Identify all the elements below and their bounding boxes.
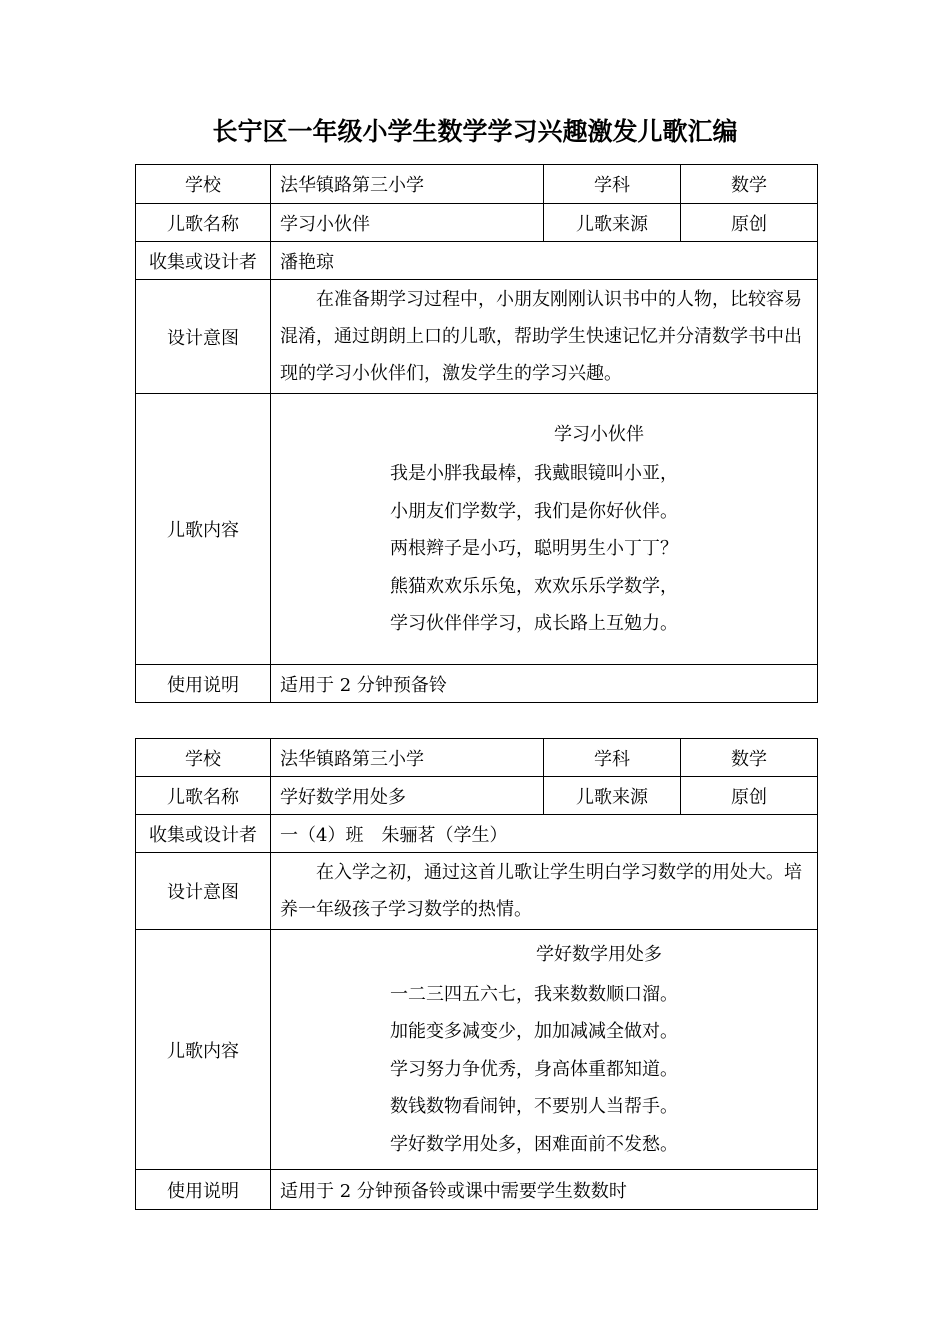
song-content-label: 儿歌内容 xyxy=(136,930,271,1170)
designer-label: 收集或设计者 xyxy=(136,242,271,280)
poem-title: 学好数学用处多 xyxy=(536,944,662,965)
song-name-label: 儿歌名称 xyxy=(136,777,271,815)
song-table-1 xyxy=(135,164,818,703)
usage-note-label: 使用说明 xyxy=(136,1170,271,1210)
usage-note-label: 使用说明 xyxy=(136,665,271,703)
design-intent-label: 设计意图 xyxy=(136,280,271,394)
song-content-label: 儿歌内容 xyxy=(136,394,271,665)
designer-value: 一（4）班 朱骊茗（学生） xyxy=(271,815,818,853)
song-content-cell xyxy=(271,930,818,1170)
subject-value: 数学 xyxy=(681,165,818,204)
poem xyxy=(280,416,808,643)
song-source-label: 儿歌来源 xyxy=(544,777,681,815)
school-label: 学校 xyxy=(136,165,271,204)
school-value: 法华镇路第三小学 xyxy=(271,739,544,777)
document-title: 长宁区一年级小学生数学学习兴趣激发儿歌汇编 xyxy=(212,117,738,146)
poem-title: 学习小伙伴 xyxy=(554,423,644,445)
song-source-value: 原创 xyxy=(681,777,818,815)
song-source-label: 儿歌来源 xyxy=(544,204,681,242)
school-label: 学校 xyxy=(136,739,271,777)
poem-line: 加能变多减变少，加加减减全做对。 xyxy=(390,1021,678,1042)
song-source-value: 原创 xyxy=(681,204,818,242)
design-intent-label: 设计意图 xyxy=(136,853,271,930)
song-name-value: 学习小伙伴 xyxy=(271,204,544,242)
poem-line: 学习努力争优秀，身高体重都知道。 xyxy=(390,1058,678,1080)
designer-label: 收集或设计者 xyxy=(136,815,271,853)
song-table-2 xyxy=(135,738,818,1210)
poem-line: 两根辫子是小巧，聪明男生小丁丁？ xyxy=(390,538,678,559)
design-intent-cell xyxy=(271,280,818,394)
design-intent-text: 在入学之初，通过这首儿歌让学生明白学习数学的用处大。培养一年级孩子学习数学的热情。 xyxy=(280,862,802,920)
song-content-cell xyxy=(271,394,818,665)
subject-value: 数学 xyxy=(681,739,818,777)
poem-line: 学习伙伴伴学习，成长路上互勉力。 xyxy=(390,613,678,634)
poem-line: 小朋友们学数学，我们是你好伙伴。 xyxy=(390,500,678,522)
school-value: 法华镇路第三小学 xyxy=(271,165,544,204)
song-name-value: 学好数学用处多 xyxy=(271,777,544,815)
designer-value: 潘艳琼 xyxy=(271,242,818,280)
poem-line: 数钱数物看闹钟，不要别人当帮手。 xyxy=(390,1096,678,1117)
usage-note-value: 适用于 2 分钟预备铃 xyxy=(271,665,818,703)
design-intent-cell xyxy=(271,853,818,930)
song-name-label: 儿歌名称 xyxy=(136,204,271,242)
usage-note-value: 适用于 2 分钟预备铃或课中需要学生数数时 xyxy=(271,1170,818,1210)
poem-line: 我是小胖我最棒，我戴眼镜叫小亚， xyxy=(390,463,678,484)
poem-line: 一二三四五六七，我来数数顺口溜。 xyxy=(390,983,678,1005)
subject-label: 学科 xyxy=(544,739,681,777)
poem xyxy=(280,936,808,1163)
poem-line: 熊猫欢欢乐乐兔，欢欢乐乐学数学， xyxy=(390,575,678,597)
subject-label: 学科 xyxy=(544,165,681,204)
poem-line: 学好数学用处多，困难面前不发愁。 xyxy=(390,1133,678,1155)
design-intent-text: 在准备期学习过程中，小朋友刚刚认识书中的人物，比较容易混淆，通过朗朗上口的儿歌，帮助学生快速记忆并分清数学书中出现的学习小伙伴们，激发学生的学习兴趣。 xyxy=(280,289,802,384)
